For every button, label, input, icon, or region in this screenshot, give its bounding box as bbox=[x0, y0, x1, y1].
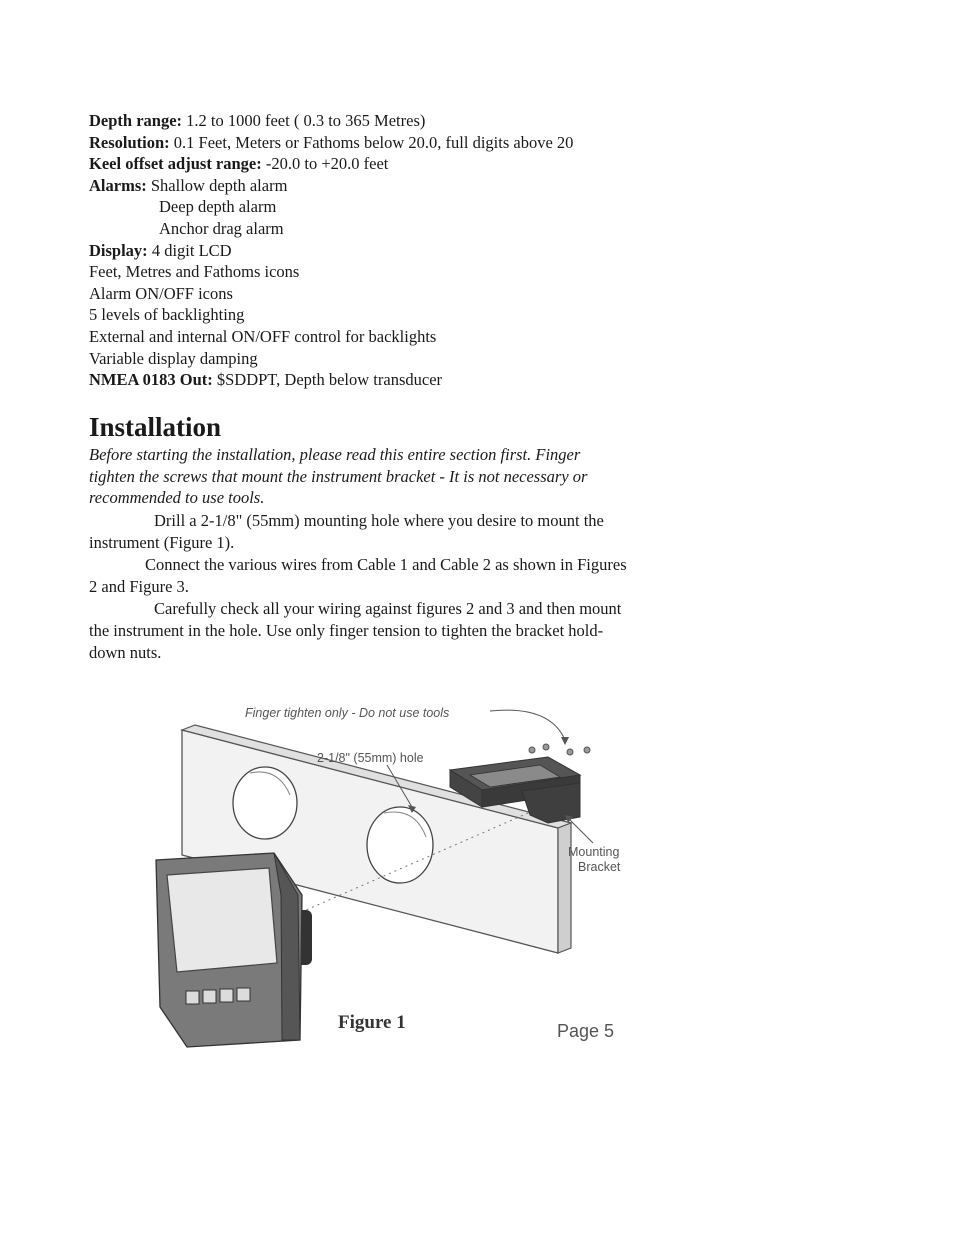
label-finger-tighten: Finger tighten only - Do not use tools bbox=[245, 706, 450, 720]
step-connect-wires: Connect the various wires from Cable 1 and Cable 2 as shown in Figures 2 and Figure 3. bbox=[89, 555, 627, 596]
spec-alarm-item: Deep depth alarm bbox=[159, 197, 277, 217]
depth-instrument-unit bbox=[156, 853, 312, 1047]
label-bracket: Bracket bbox=[578, 860, 621, 874]
page-number: Page 5 bbox=[557, 1021, 615, 1041]
spec-nmea: NMEA 0183 Out: $SDDPT, Depth below transducer bbox=[89, 370, 443, 390]
spec-depth-range: Depth range: 1.2 to 1000 feet ( 0.3 to 365 Metres) bbox=[89, 111, 426, 130]
installation-intro: Before starting the installation, please read this entire section first. Finger tighten the screws that mount the instrument bracket - It is not necessary or recommended to use tools. bbox=[89, 445, 588, 508]
spec-keel-offset: Keel offset adjust range: -20.0 to +20.0 feet bbox=[89, 154, 389, 174]
instrument-button-icon bbox=[237, 988, 250, 1001]
nut-icon bbox=[567, 749, 573, 755]
installation-steps bbox=[89, 510, 629, 664]
spec-display-item: Alarm ON/OFF icons bbox=[89, 283, 233, 303]
instrument-button-icon bbox=[220, 989, 233, 1002]
label-hole-size: 2-1/8" (55mm) hole bbox=[317, 751, 424, 765]
mounting-diagram-illustration bbox=[150, 695, 640, 1055]
step-check-wiring: Carefully check all your wiring against figures 2 and 3 and then mount the instrument in the hole. Use only finger tension to tighten the bracket hold-down nuts. bbox=[89, 599, 622, 662]
spec-alarms: Alarms: Shallow depth alarm bbox=[89, 175, 288, 195]
spec-display: Display: 4 digit LCD bbox=[89, 240, 232, 260]
spec-display-item: Feet, Metres and Fathoms icons bbox=[89, 262, 300, 282]
section-heading-installation: Installation bbox=[89, 412, 222, 442]
spec-resolution: Resolution: 0.1 Feet, Meters or Fathoms below 20.0, full digits above 20 bbox=[89, 132, 574, 152]
label-mounting: Mounting bbox=[568, 845, 620, 859]
specifications-block bbox=[89, 110, 709, 391]
panel-board-side bbox=[558, 823, 571, 953]
spec-display-item: External and internal ON/OFF control for backlights bbox=[89, 326, 437, 346]
mounting-hole-right bbox=[367, 807, 433, 883]
spec-display-item: 5 levels of backlighting bbox=[89, 305, 245, 325]
nut-icon bbox=[584, 747, 590, 753]
spec-display-item: Variable display damping bbox=[89, 348, 258, 368]
figure-1-mounting-diagram bbox=[150, 695, 640, 1055]
instrument-button-icon bbox=[186, 991, 199, 1004]
instrument-button-icon bbox=[203, 990, 216, 1003]
step-drill-hole: Drill a 2-1/8" (55mm) mounting hole where you desire to mount the instrument (Figure 1). bbox=[89, 511, 604, 552]
spec-alarm-item: Anchor drag alarm bbox=[159, 218, 284, 238]
figure-caption: Figure 1 bbox=[338, 1012, 406, 1033]
nut-icon bbox=[543, 744, 549, 750]
nut-icon bbox=[529, 747, 535, 753]
mounting-hole-left bbox=[233, 767, 297, 839]
lcd-display bbox=[167, 868, 277, 972]
